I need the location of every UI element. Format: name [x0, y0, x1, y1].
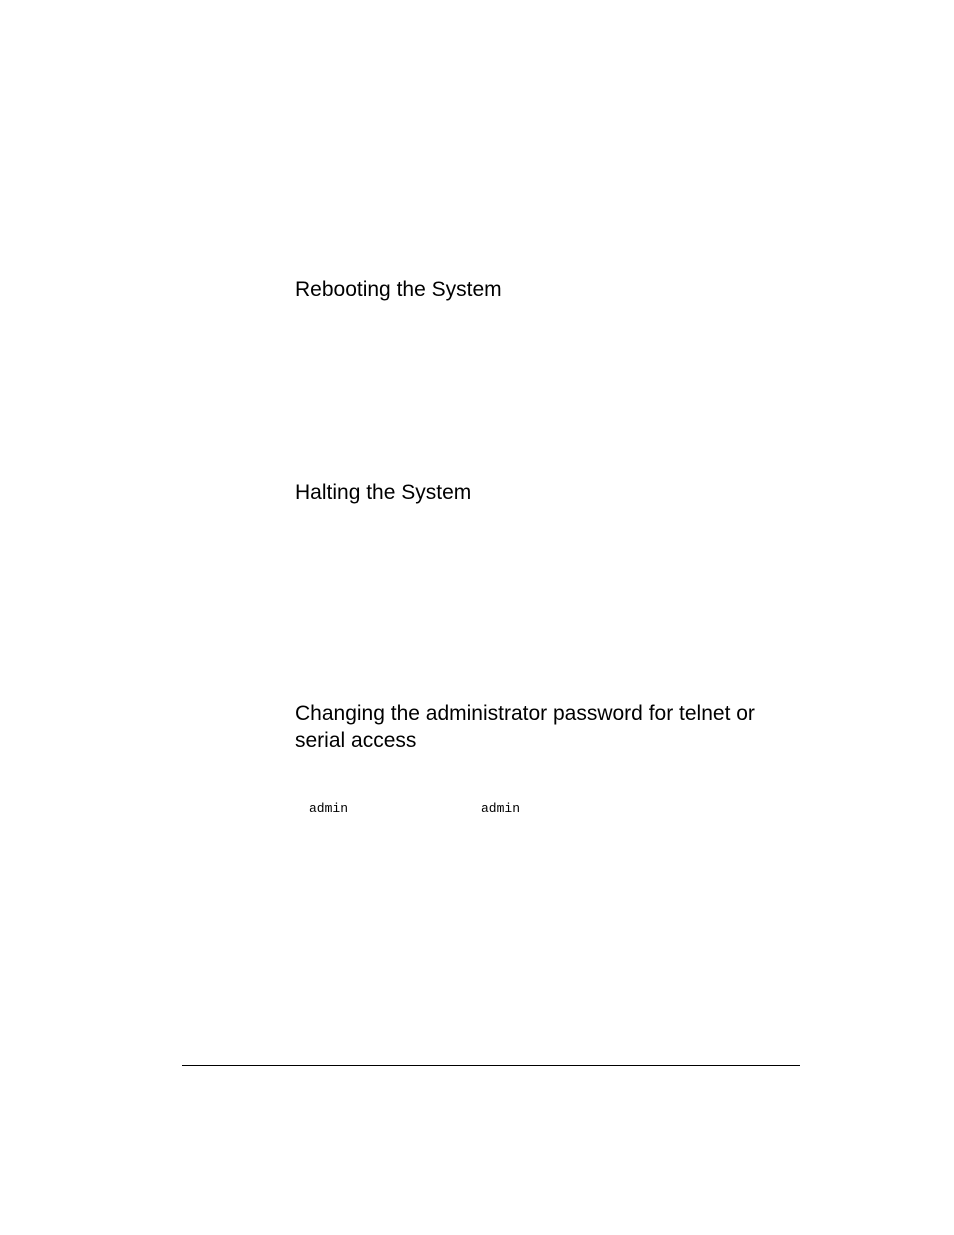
footer-divider: [182, 1065, 800, 1066]
code-term-password: admin: [481, 801, 521, 816]
section-heading-change-password: Changing the administrator password for telnet or serial access: [295, 702, 755, 752]
section-heading-halting: Halting the System: [295, 481, 472, 504]
section-heading-rebooting: Rebooting the System: [295, 278, 502, 301]
code-term-username: admin: [309, 801, 349, 816]
